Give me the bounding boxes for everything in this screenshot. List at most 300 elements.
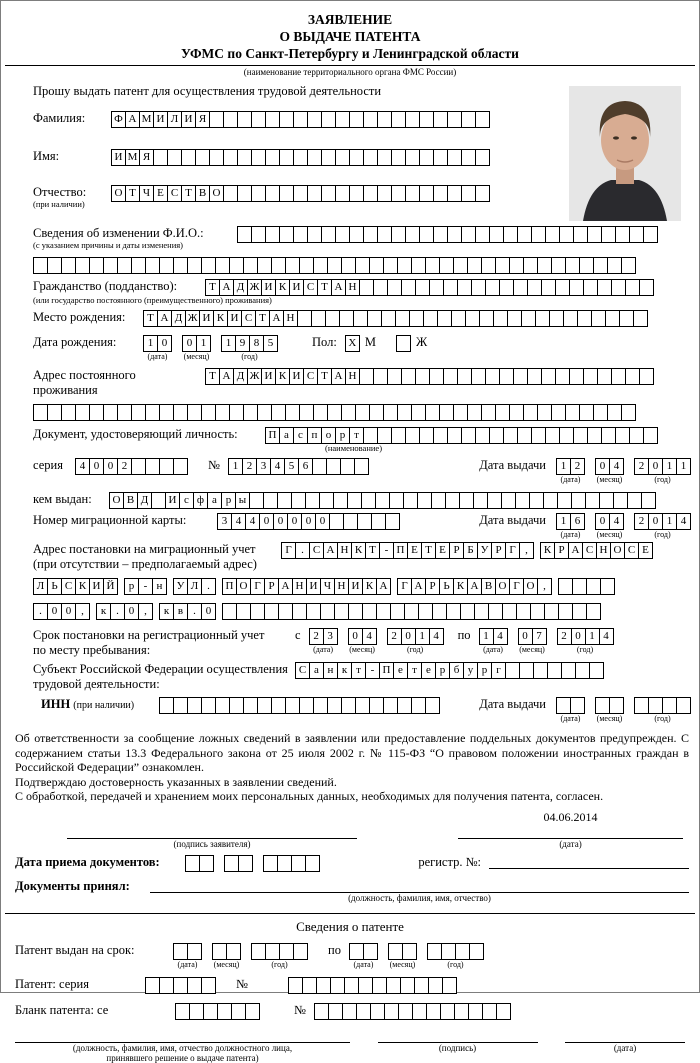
char-cell[interactable] bbox=[474, 603, 489, 620]
cell-group[interactable] bbox=[558, 578, 615, 595]
char-cell[interactable] bbox=[223, 149, 238, 166]
char-cell[interactable] bbox=[305, 492, 320, 509]
char-cell[interactable]: О bbox=[109, 492, 124, 509]
char-cell[interactable] bbox=[173, 458, 188, 475]
char-cell[interactable] bbox=[320, 603, 335, 620]
char-cell[interactable] bbox=[414, 977, 429, 994]
char-cell[interactable] bbox=[209, 111, 224, 128]
char-cell[interactable] bbox=[419, 149, 434, 166]
char-cell[interactable] bbox=[326, 458, 341, 475]
char-cell[interactable]: Ж bbox=[247, 368, 262, 385]
char-cell[interactable] bbox=[391, 226, 406, 243]
char-cell[interactable] bbox=[599, 492, 614, 509]
char-cell[interactable] bbox=[321, 111, 336, 128]
name-cells[interactable] bbox=[111, 149, 490, 166]
char-cell[interactable]: Р bbox=[449, 542, 464, 559]
cell-group[interactable] bbox=[96, 603, 153, 620]
char-cell[interactable] bbox=[145, 977, 160, 994]
char-cell[interactable] bbox=[555, 368, 570, 385]
char-cell[interactable] bbox=[203, 1003, 218, 1020]
date-part[interactable] bbox=[634, 513, 691, 539]
char-cell[interactable] bbox=[341, 404, 356, 421]
char-cell[interactable] bbox=[523, 257, 538, 274]
char-cell[interactable] bbox=[509, 257, 524, 274]
char-cell[interactable] bbox=[279, 185, 294, 202]
char-cell[interactable]: А bbox=[411, 578, 426, 595]
char-cell[interactable] bbox=[447, 111, 462, 128]
date-part[interactable] bbox=[143, 335, 172, 361]
char-cell[interactable] bbox=[613, 492, 628, 509]
char-cell[interactable] bbox=[277, 855, 292, 872]
char-cell[interactable] bbox=[251, 111, 266, 128]
char-cell[interactable]: Г bbox=[281, 542, 296, 559]
char-cell[interactable]: Д bbox=[171, 310, 186, 327]
char-cell[interactable]: Г bbox=[250, 578, 265, 595]
passport-number-cells[interactable] bbox=[228, 458, 369, 475]
date-part[interactable] bbox=[479, 628, 508, 654]
char-cell[interactable]: И bbox=[111, 149, 126, 166]
char-cell[interactable] bbox=[597, 368, 612, 385]
char-cell[interactable] bbox=[447, 427, 462, 444]
char-cell[interactable] bbox=[597, 279, 612, 296]
char-cell[interactable]: 1 bbox=[143, 335, 158, 352]
char-cell[interactable]: Ь bbox=[47, 578, 62, 595]
char-cell[interactable]: Л bbox=[187, 578, 202, 595]
char-cell[interactable] bbox=[387, 368, 402, 385]
char-cell[interactable]: 1 bbox=[415, 628, 430, 645]
char-cell[interactable] bbox=[201, 404, 216, 421]
char-cell[interactable] bbox=[387, 279, 402, 296]
char-cell[interactable] bbox=[344, 977, 359, 994]
char-cell[interactable]: . bbox=[295, 542, 310, 559]
char-cell[interactable]: Ж bbox=[247, 279, 262, 296]
char-cell[interactable]: о bbox=[321, 427, 336, 444]
char-cell[interactable] bbox=[405, 111, 420, 128]
char-cell[interactable]: 2 bbox=[634, 513, 649, 530]
char-cell[interactable]: , bbox=[519, 542, 534, 559]
char-cell[interactable] bbox=[555, 279, 570, 296]
char-cell[interactable] bbox=[485, 279, 500, 296]
char-cell[interactable] bbox=[369, 697, 384, 714]
char-cell[interactable] bbox=[103, 404, 118, 421]
char-cell[interactable] bbox=[609, 697, 624, 714]
char-cell[interactable] bbox=[145, 404, 160, 421]
char-cell[interactable] bbox=[443, 368, 458, 385]
char-cell[interactable] bbox=[523, 404, 538, 421]
char-cell[interactable] bbox=[265, 943, 280, 960]
char-cell[interactable] bbox=[488, 603, 503, 620]
char-cell[interactable] bbox=[349, 226, 364, 243]
char-cell[interactable] bbox=[369, 257, 384, 274]
char-cell[interactable] bbox=[641, 492, 656, 509]
char-cell[interactable] bbox=[373, 279, 388, 296]
char-cell[interactable] bbox=[307, 226, 322, 243]
char-cell[interactable]: 0 bbox=[182, 335, 197, 352]
char-cell[interactable] bbox=[633, 310, 648, 327]
char-cell[interactable]: 4 bbox=[676, 513, 691, 530]
char-cell[interactable] bbox=[662, 697, 677, 714]
char-cell[interactable] bbox=[475, 111, 490, 128]
char-cell[interactable]: 6 bbox=[298, 458, 313, 475]
char-cell[interactable] bbox=[405, 427, 420, 444]
char-cell[interactable] bbox=[327, 257, 342, 274]
char-cell[interactable] bbox=[461, 111, 476, 128]
char-cell[interactable] bbox=[455, 943, 470, 960]
char-cell[interactable] bbox=[355, 257, 370, 274]
char-cell[interactable]: к bbox=[96, 603, 111, 620]
char-cell[interactable] bbox=[411, 257, 426, 274]
char-cell[interactable] bbox=[615, 226, 630, 243]
date-part[interactable] bbox=[212, 943, 241, 969]
char-cell[interactable] bbox=[349, 149, 364, 166]
char-cell[interactable]: К bbox=[213, 310, 228, 327]
char-cell[interactable] bbox=[531, 226, 546, 243]
char-cell[interactable]: И bbox=[165, 492, 180, 509]
date-part[interactable] bbox=[173, 943, 202, 969]
char-cell[interactable] bbox=[271, 257, 286, 274]
char-cell[interactable]: с bbox=[179, 492, 194, 509]
char-cell[interactable] bbox=[201, 697, 216, 714]
char-cell[interactable]: Т bbox=[365, 542, 380, 559]
char-cell[interactable] bbox=[251, 185, 266, 202]
char-cell[interactable] bbox=[447, 149, 462, 166]
char-cell[interactable] bbox=[285, 404, 300, 421]
char-cell[interactable] bbox=[467, 257, 482, 274]
char-cell[interactable] bbox=[265, 226, 280, 243]
char-cell[interactable] bbox=[446, 603, 461, 620]
char-cell[interactable]: Т bbox=[205, 368, 220, 385]
char-cell[interactable]: Д bbox=[233, 368, 248, 385]
char-cell[interactable] bbox=[607, 404, 622, 421]
char-cell[interactable] bbox=[293, 226, 308, 243]
char-cell[interactable]: С bbox=[582, 542, 597, 559]
char-cell[interactable]: С bbox=[61, 578, 76, 595]
char-cell[interactable]: А bbox=[331, 279, 346, 296]
char-cell[interactable] bbox=[454, 1003, 469, 1020]
char-cell[interactable] bbox=[489, 226, 504, 243]
char-cell[interactable]: О bbox=[610, 542, 625, 559]
char-cell[interactable] bbox=[153, 149, 168, 166]
char-cell[interactable] bbox=[359, 368, 374, 385]
char-cell[interactable] bbox=[583, 368, 598, 385]
char-cell[interactable] bbox=[339, 310, 354, 327]
char-cell[interactable] bbox=[475, 149, 490, 166]
char-cell[interactable]: 1 bbox=[228, 458, 243, 475]
char-cell[interactable] bbox=[335, 185, 350, 202]
char-cell[interactable] bbox=[572, 578, 587, 595]
char-cell[interactable]: 3 bbox=[256, 458, 271, 475]
char-cell[interactable]: . bbox=[110, 603, 125, 620]
char-cell[interactable]: К bbox=[75, 578, 90, 595]
char-cell[interactable] bbox=[516, 603, 531, 620]
char-cell[interactable] bbox=[33, 404, 48, 421]
date-part[interactable] bbox=[388, 943, 417, 969]
char-cell[interactable] bbox=[321, 149, 336, 166]
char-cell[interactable] bbox=[453, 404, 468, 421]
date-part[interactable] bbox=[182, 335, 211, 361]
cell-group[interactable] bbox=[397, 578, 552, 595]
char-cell[interactable] bbox=[505, 662, 520, 679]
char-cell[interactable]: П bbox=[222, 578, 237, 595]
char-cell[interactable] bbox=[173, 943, 188, 960]
char-cell[interactable] bbox=[621, 257, 636, 274]
char-cell[interactable] bbox=[363, 111, 378, 128]
char-cell[interactable] bbox=[278, 603, 293, 620]
char-cell[interactable]: 0 bbox=[287, 513, 302, 530]
char-cell[interactable] bbox=[643, 427, 658, 444]
char-cell[interactable] bbox=[559, 226, 574, 243]
char-cell[interactable]: г bbox=[491, 662, 506, 679]
char-cell[interactable]: К bbox=[540, 542, 555, 559]
char-cell[interactable] bbox=[403, 492, 418, 509]
char-cell[interactable]: Ч bbox=[320, 578, 335, 595]
char-cell[interactable] bbox=[648, 697, 663, 714]
char-cell[interactable] bbox=[428, 977, 443, 994]
sex-male-checkbox[interactable] bbox=[345, 335, 360, 352]
char-cell[interactable] bbox=[537, 404, 552, 421]
char-cell[interactable] bbox=[223, 111, 238, 128]
patent-series-cells[interactable] bbox=[145, 977, 216, 994]
char-cell[interactable] bbox=[334, 603, 349, 620]
char-cell[interactable] bbox=[131, 458, 146, 475]
char-cell[interactable] bbox=[306, 603, 321, 620]
char-cell[interactable]: т bbox=[349, 427, 364, 444]
char-cell[interactable]: К bbox=[275, 279, 290, 296]
fio-change-cells-row2[interactable] bbox=[33, 257, 636, 274]
char-cell[interactable] bbox=[397, 697, 412, 714]
char-cell[interactable] bbox=[307, 149, 322, 166]
char-cell[interactable] bbox=[292, 603, 307, 620]
char-cell[interactable]: Ь bbox=[439, 578, 454, 595]
char-cell[interactable] bbox=[195, 149, 210, 166]
char-cell[interactable]: С bbox=[303, 279, 318, 296]
char-cell[interactable]: И bbox=[306, 578, 321, 595]
char-cell[interactable] bbox=[377, 149, 392, 166]
char-cell[interactable] bbox=[288, 977, 303, 994]
residence-cells-row2[interactable] bbox=[33, 404, 636, 421]
char-cell[interactable] bbox=[313, 257, 328, 274]
char-cell[interactable] bbox=[367, 310, 382, 327]
char-cell[interactable]: - bbox=[365, 662, 380, 679]
char-cell[interactable]: 1 bbox=[196, 335, 211, 352]
char-cell[interactable] bbox=[159, 404, 174, 421]
char-cell[interactable]: Х bbox=[345, 335, 360, 352]
char-cell[interactable]: р bbox=[124, 578, 139, 595]
char-cell[interactable] bbox=[468, 1003, 483, 1020]
char-cell[interactable] bbox=[442, 977, 457, 994]
char-cell[interactable] bbox=[563, 310, 578, 327]
char-cell[interactable]: 1 bbox=[662, 513, 677, 530]
char-cell[interactable] bbox=[461, 226, 476, 243]
char-cell[interactable]: р bbox=[221, 492, 236, 509]
char-cell[interactable]: . bbox=[33, 603, 48, 620]
char-cell[interactable]: 5 bbox=[284, 458, 299, 475]
char-cell[interactable] bbox=[173, 257, 188, 274]
citizenship-cells[interactable] bbox=[205, 279, 654, 296]
char-cell[interactable]: а bbox=[309, 662, 324, 679]
char-cell[interactable] bbox=[299, 257, 314, 274]
char-cell[interactable] bbox=[257, 257, 272, 274]
char-cell[interactable] bbox=[517, 226, 532, 243]
char-cell[interactable] bbox=[401, 368, 416, 385]
char-cell[interactable] bbox=[575, 662, 590, 679]
char-cell[interactable] bbox=[362, 603, 377, 620]
char-cell[interactable]: 0 bbox=[47, 603, 62, 620]
char-cell[interactable] bbox=[291, 492, 306, 509]
char-cell[interactable] bbox=[167, 149, 182, 166]
date-part[interactable] bbox=[634, 697, 691, 723]
char-cell[interactable] bbox=[461, 185, 476, 202]
char-cell[interactable] bbox=[457, 368, 472, 385]
char-cell[interactable] bbox=[199, 855, 214, 872]
char-cell[interactable] bbox=[354, 458, 369, 475]
char-cell[interactable] bbox=[469, 943, 484, 960]
char-cell[interactable] bbox=[579, 404, 594, 421]
char-cell[interactable] bbox=[586, 578, 601, 595]
char-cell[interactable] bbox=[615, 427, 630, 444]
char-cell[interactable]: к bbox=[159, 603, 174, 620]
char-cell[interactable] bbox=[293, 149, 308, 166]
char-cell[interactable] bbox=[321, 226, 336, 243]
char-cell[interactable] bbox=[431, 492, 446, 509]
char-cell[interactable] bbox=[363, 149, 378, 166]
char-cell[interactable] bbox=[427, 943, 442, 960]
char-cell[interactable] bbox=[411, 697, 426, 714]
char-cell[interactable]: А bbox=[125, 111, 140, 128]
char-cell[interactable] bbox=[527, 279, 542, 296]
birthplace-cells[interactable] bbox=[143, 310, 648, 327]
char-cell[interactable] bbox=[341, 697, 356, 714]
char-cell[interactable]: О bbox=[111, 185, 126, 202]
char-cell[interactable]: И bbox=[199, 310, 214, 327]
char-cell[interactable] bbox=[565, 404, 580, 421]
date-part[interactable] bbox=[263, 855, 320, 872]
char-cell[interactable]: Е bbox=[435, 542, 450, 559]
char-cell[interactable]: Н bbox=[345, 368, 360, 385]
char-cell[interactable] bbox=[571, 492, 586, 509]
char-cell[interactable] bbox=[327, 404, 342, 421]
char-cell[interactable] bbox=[495, 257, 510, 274]
char-cell[interactable] bbox=[559, 427, 574, 444]
char-cell[interactable] bbox=[426, 1003, 441, 1020]
char-cell[interactable] bbox=[535, 310, 550, 327]
char-cell[interactable] bbox=[250, 603, 265, 620]
char-cell[interactable] bbox=[419, 226, 434, 243]
char-cell[interactable] bbox=[89, 404, 104, 421]
char-cell[interactable] bbox=[257, 404, 272, 421]
registration-address-cells-row3[interactable] bbox=[33, 603, 601, 620]
char-cell[interactable] bbox=[265, 149, 280, 166]
date-part[interactable] bbox=[556, 513, 585, 539]
char-cell[interactable] bbox=[237, 149, 252, 166]
char-cell[interactable] bbox=[405, 185, 420, 202]
char-cell[interactable] bbox=[251, 149, 266, 166]
char-cell[interactable] bbox=[187, 943, 202, 960]
char-cell[interactable] bbox=[549, 310, 564, 327]
char-cell[interactable]: 0 bbox=[124, 603, 139, 620]
char-cell[interactable] bbox=[335, 226, 350, 243]
char-cell[interactable] bbox=[311, 310, 326, 327]
char-cell[interactable] bbox=[390, 603, 405, 620]
char-cell[interactable] bbox=[625, 279, 640, 296]
char-cell[interactable] bbox=[565, 257, 580, 274]
char-cell[interactable]: С bbox=[303, 368, 318, 385]
id-doc-cells[interactable] bbox=[265, 427, 658, 444]
char-cell[interactable] bbox=[461, 427, 476, 444]
char-cell[interactable] bbox=[433, 427, 448, 444]
char-cell[interactable]: Н bbox=[283, 310, 298, 327]
date-part[interactable] bbox=[309, 628, 338, 654]
char-cell[interactable]: 4 bbox=[362, 628, 377, 645]
char-cell[interactable]: - bbox=[379, 542, 394, 559]
char-cell[interactable] bbox=[279, 943, 294, 960]
char-cell[interactable] bbox=[605, 310, 620, 327]
char-cell[interactable] bbox=[347, 492, 362, 509]
received-by-line[interactable] bbox=[150, 879, 689, 893]
char-cell[interactable]: Е bbox=[638, 542, 653, 559]
char-cell[interactable] bbox=[265, 185, 280, 202]
char-cell[interactable] bbox=[558, 578, 573, 595]
char-cell[interactable] bbox=[229, 404, 244, 421]
char-cell[interactable]: 7 bbox=[532, 628, 547, 645]
char-cell[interactable] bbox=[131, 404, 146, 421]
char-cell[interactable]: н bbox=[323, 662, 338, 679]
char-cell[interactable] bbox=[495, 404, 510, 421]
char-cell[interactable]: в bbox=[173, 603, 188, 620]
issued-by-cells[interactable] bbox=[109, 492, 656, 509]
char-cell[interactable] bbox=[370, 1003, 385, 1020]
char-cell[interactable]: Г bbox=[509, 578, 524, 595]
registration-address-cells-row2[interactable] bbox=[33, 578, 615, 595]
char-cell[interactable] bbox=[377, 226, 392, 243]
char-cell[interactable] bbox=[529, 492, 544, 509]
char-cell[interactable] bbox=[279, 226, 294, 243]
period-from-cells[interactable] bbox=[309, 628, 444, 654]
char-cell[interactable]: 3 bbox=[217, 513, 232, 530]
char-cell[interactable] bbox=[585, 492, 600, 509]
char-cell[interactable] bbox=[313, 697, 328, 714]
char-cell[interactable] bbox=[485, 368, 500, 385]
char-cell[interactable]: Т bbox=[143, 310, 158, 327]
char-cell[interactable] bbox=[570, 697, 585, 714]
char-cell[interactable]: е bbox=[393, 662, 408, 679]
char-cell[interactable]: у bbox=[463, 662, 478, 679]
char-cell[interactable]: Д bbox=[137, 492, 152, 509]
char-cell[interactable] bbox=[377, 185, 392, 202]
char-cell[interactable] bbox=[264, 603, 279, 620]
char-cell[interactable]: 4 bbox=[599, 628, 614, 645]
char-cell[interactable] bbox=[355, 697, 370, 714]
char-cell[interactable] bbox=[419, 111, 434, 128]
char-cell[interactable] bbox=[595, 697, 610, 714]
char-cell[interactable]: С bbox=[241, 310, 256, 327]
char-cell[interactable]: Ж bbox=[185, 310, 200, 327]
char-cell[interactable] bbox=[475, 226, 490, 243]
char-cell[interactable] bbox=[185, 855, 200, 872]
char-cell[interactable] bbox=[357, 513, 372, 530]
char-cell[interactable]: к bbox=[337, 662, 352, 679]
char-cell[interactable]: Е bbox=[153, 185, 168, 202]
char-cell[interactable]: У bbox=[477, 542, 492, 559]
char-cell[interactable] bbox=[415, 279, 430, 296]
migration-card-cells[interactable] bbox=[217, 513, 400, 530]
char-cell[interactable]: 2 bbox=[387, 628, 402, 645]
char-cell[interactable] bbox=[573, 427, 588, 444]
char-cell[interactable] bbox=[619, 310, 634, 327]
char-cell[interactable]: Н bbox=[337, 542, 352, 559]
patent-term-from-cells[interactable] bbox=[173, 943, 308, 969]
char-cell[interactable] bbox=[639, 279, 654, 296]
